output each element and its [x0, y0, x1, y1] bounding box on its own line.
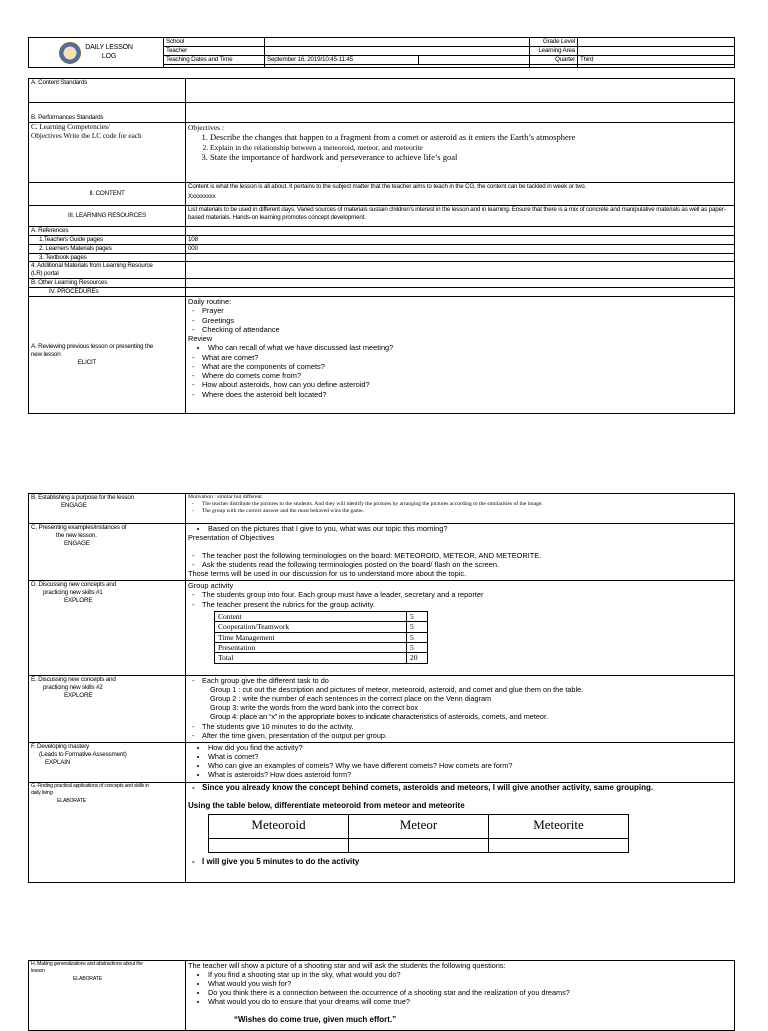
section2-table [28, 493, 735, 883]
doc-title-line2: LOG [101, 52, 117, 60]
establishing-purpose-label: B. Establishing a purpose for the lesson ENGAGE [29, 494, 186, 524]
answer-cell[interactable] [349, 839, 489, 853]
header-table [28, 37, 735, 68]
objective-item: 3. State the importance of hardwork and perseverance to achieve life’s goal [210, 152, 732, 163]
column-header: Meteorite [489, 815, 629, 839]
routine-item: - Greetings [202, 316, 732, 325]
grade-level-label: Grade Level [530, 38, 578, 47]
section1-table [28, 78, 735, 414]
rubric-criteria: Time Management [215, 632, 407, 642]
review-question: - How about asteroids, how can you define asteroid? [202, 380, 732, 389]
dates-value: September 16, 2019/10:45-11:45 [265, 56, 419, 65]
time-limit-item: - I will give you 5 minutes to do the activity [202, 857, 732, 867]
content-standards-label: A. Content Standards [29, 79, 186, 103]
discussing-concepts-1-cell [186, 581, 735, 676]
group-activity-item: - The teacher present the rubrics for the group activity. [202, 600, 732, 609]
review-question: - Where do comets come from? [202, 371, 732, 380]
task-item: - The students give 10 minutes to do the activity. [202, 722, 732, 731]
motivation-item: - The group with the correct answer and the most behaved wins the game. [202, 508, 732, 515]
rubric-table [214, 611, 428, 664]
dates-label: Teaching Dates and Time [164, 56, 265, 65]
header-title-cell [29, 38, 164, 68]
developing-mastery-cell [186, 743, 735, 783]
review-bullet: • Who can recall of what we have discussed last meeting? [208, 343, 732, 352]
lesson-log-page-2 [0, 493, 768, 883]
quarter-value: Third [578, 56, 735, 65]
objective-item: 1. Describe the changes that happen to a fragment from a comet or asteroid as it enters the Earth’s atmosphere [210, 132, 732, 143]
daily-routine-title: Daily routine: [188, 297, 232, 307]
group-activity-title: Group activity [188, 581, 234, 590]
teachers-guide-value: 108 [186, 235, 735, 244]
objectives-cell [186, 123, 735, 183]
generalizations-label: H. Making generalizations and abstractions about the lesson ELABORATE [29, 961, 186, 1031]
rubric-points: 5 [407, 611, 428, 621]
mastery-question: • What is comet? [208, 752, 732, 761]
column-header: Meteoroid [209, 815, 349, 839]
discussing-concepts-2-label: E. Discussing new concepts and practicing new skills #2 EXPLORE [29, 676, 186, 743]
rubric-points: 20 [407, 653, 428, 663]
generalization-intro: The teacher will show a picture of a shooting star and will ask the students the following questions: [188, 961, 506, 970]
mastery-question: • Who can give an examples of comets? Why we have different comets? How comets are form? [208, 761, 732, 770]
quarter-label: Quarter [530, 56, 578, 65]
generalization-question: • What would you do to ensure that your dreams will come true? [208, 997, 732, 1006]
routine-item: - Prayer [202, 306, 732, 315]
textbook-label: 3. Textbook pages [29, 253, 186, 262]
performance-standards-label: B. Performances Standards [29, 103, 186, 123]
grade-level-value [578, 38, 735, 47]
presentation-item: - The teacher post the following terminologies on the board: METEOROID, METEOR, AND METEORITE. [202, 551, 732, 560]
presentation-note: Those terms will be used in our discussion for us to understand more about the topic. [188, 569, 467, 578]
rubric-points: 5 [407, 622, 428, 632]
group-task-4: Group 4: place an “x” in the appropriate boxes to indicate characteristics of asteroids, comets, and meteor. [210, 712, 549, 722]
school-value [265, 38, 530, 47]
objective-item: 2. Explain in the relationship between a meteoroid, meteor, and meteorite [210, 143, 732, 152]
learning-resources-cell: List materials to be used in different days. Varied sources of materials sustain children’s interest in the lesson and in learning. Ensure that there is a mix of concrete and manipulative materials as well as paper-based materials. Hands-on learning promotes concept development. [186, 206, 735, 227]
review-title: Review [188, 334, 213, 344]
rubric-points: 5 [407, 642, 428, 652]
table-instruction: Using the table below, differentiate meteoroid from meteor and meteorite [188, 801, 465, 810]
teachers-guide-label: 1.Teachers Guide pages [29, 235, 186, 244]
competencies-label: C. Learning Competencies/ Objectives Write the LC code for each [29, 123, 186, 183]
discussing-concepts-2-cell [186, 676, 735, 743]
teacher-label: Teacher [164, 47, 265, 56]
answer-cell[interactable] [209, 839, 349, 853]
learners-materials-label: 2. Learners Materials pages [29, 244, 186, 253]
elaborate-item: - Since you already know the concept behind comets, asteroids and meteors, I will give another activity, same grouping. [202, 783, 732, 793]
learning-area-value [578, 47, 735, 56]
generalization-question: • What would you wish for? [208, 979, 732, 988]
practical-applications-cell [186, 783, 735, 883]
routine-item: - Checking of attendance [202, 325, 732, 334]
column-header: Meteor [349, 815, 489, 839]
content-label: II. CONTENT [29, 183, 186, 206]
lr-portal-value [186, 262, 735, 279]
group-task: Group 1 : cut out the description and pictures of meteor, meteoroid, asteroid, and comet and glue them on the table. [210, 685, 584, 695]
deped-seal-icon [59, 42, 81, 64]
section3-table [28, 960, 735, 1031]
rubric-points: 5 [407, 632, 428, 642]
engage-bullet: • Based on the pictures that I give to you, what was our topic this morning? [208, 524, 732, 533]
review-question: - Where does the asteroid belt located? [202, 390, 732, 399]
rubric-criteria: Cooperation/Teamwork [215, 622, 407, 632]
review-question: - What are comet? [202, 353, 732, 362]
lesson-log-page-3 [0, 960, 768, 1031]
task-item: - After the time given, presentation of the output per group. [202, 731, 732, 740]
textbook-value [186, 253, 735, 262]
generalization-quote: “Wishes do come true, given much effort.” [234, 1014, 397, 1024]
procedures-label: IV. PROCEDUREs [29, 288, 186, 297]
developing-mastery-label: F. Developing mastery (Leads to Formative Assessment) EXPLAIN [29, 743, 186, 783]
reviewing-cell [186, 297, 735, 414]
motivation-item: - The teacher distribute the pictures to the students. And they will identify the pictures by arranging the pictures according to the similarities of the image. [202, 501, 732, 508]
doc-title-line1: DAILY LESSON [85, 43, 133, 51]
generalization-question: • Do you think there is a connection between the occurrence of a shooting star and the realization of you dreams? [208, 988, 732, 997]
group-task: Group 3: write the words from the word bank into the correct box [210, 703, 419, 713]
presentation-item: - Ask the students read the following terminologies posted on the board/ flash on the screen. [202, 560, 732, 569]
presentation-of-objectives: Presentation of Objectives [188, 533, 275, 543]
establishing-purpose-cell [186, 494, 735, 524]
presenting-examples-cell [186, 524, 735, 581]
lesson-log-page-1 [0, 37, 768, 414]
lr-portal-label: 4. Additional Materials from Learning Resource (LR) portal [29, 262, 186, 279]
learners-materials-value: 000 [186, 244, 735, 253]
discussing-concepts-1-label: D. Discussing new concepts and practicing new skills #1 EXPLORE [29, 581, 186, 676]
review-question: - What are the components of comets? [202, 362, 732, 371]
objectives-title: Objectives : [188, 123, 225, 132]
other-resources-label: B. Other Learning Resources [29, 279, 186, 288]
reviewing-label: A. Reviewing previous lesson or presenting the new lesson ELICIT [29, 297, 186, 414]
school-label: School [164, 38, 265, 47]
mastery-question: • What is asteroids? How does asteroid form? [208, 770, 732, 779]
content-cell: Content is what the lesson is all about. It pertains to the subject matter that the teacher aims to teach in the CG, the content can be tackled in week or two. Xxxxxxxxx [186, 183, 735, 206]
mastery-question: • How did you find the activity? [208, 743, 732, 752]
rubric-criteria: Total [215, 653, 407, 663]
teacher-value [265, 47, 530, 56]
rubric-criteria: Presentation [215, 642, 407, 652]
generalizations-cell [186, 961, 735, 1031]
references-label: A. References [29, 227, 186, 236]
answer-cell[interactable] [489, 839, 629, 853]
comparison-table [208, 814, 629, 853]
rubric-criteria: Content [215, 611, 407, 621]
generalization-question: • If you find a shooting star up in the sky, what would you do? [208, 970, 732, 979]
presenting-examples-label: C. Presenting examples/instances of the new lesson. ENGAGE [29, 524, 186, 581]
group-activity-item: - The students group into four. Each group must have a leader, secretary and a reporter [202, 590, 732, 599]
learning-resources-label: III. LEARNING RESOURCES [29, 206, 186, 227]
task-item: - Each group give the different task to do [202, 676, 732, 685]
practical-applications-label: G. Finding practical applications of concepts and skills in daily living ELABORATE [29, 783, 186, 883]
learning-area-label: Learning Area [530, 47, 578, 56]
group-task: Group 2 : write the number of each sentences in the correct place on the Venn diagram [210, 694, 492, 704]
motivation-title: Motivation : similar but different [188, 494, 262, 500]
